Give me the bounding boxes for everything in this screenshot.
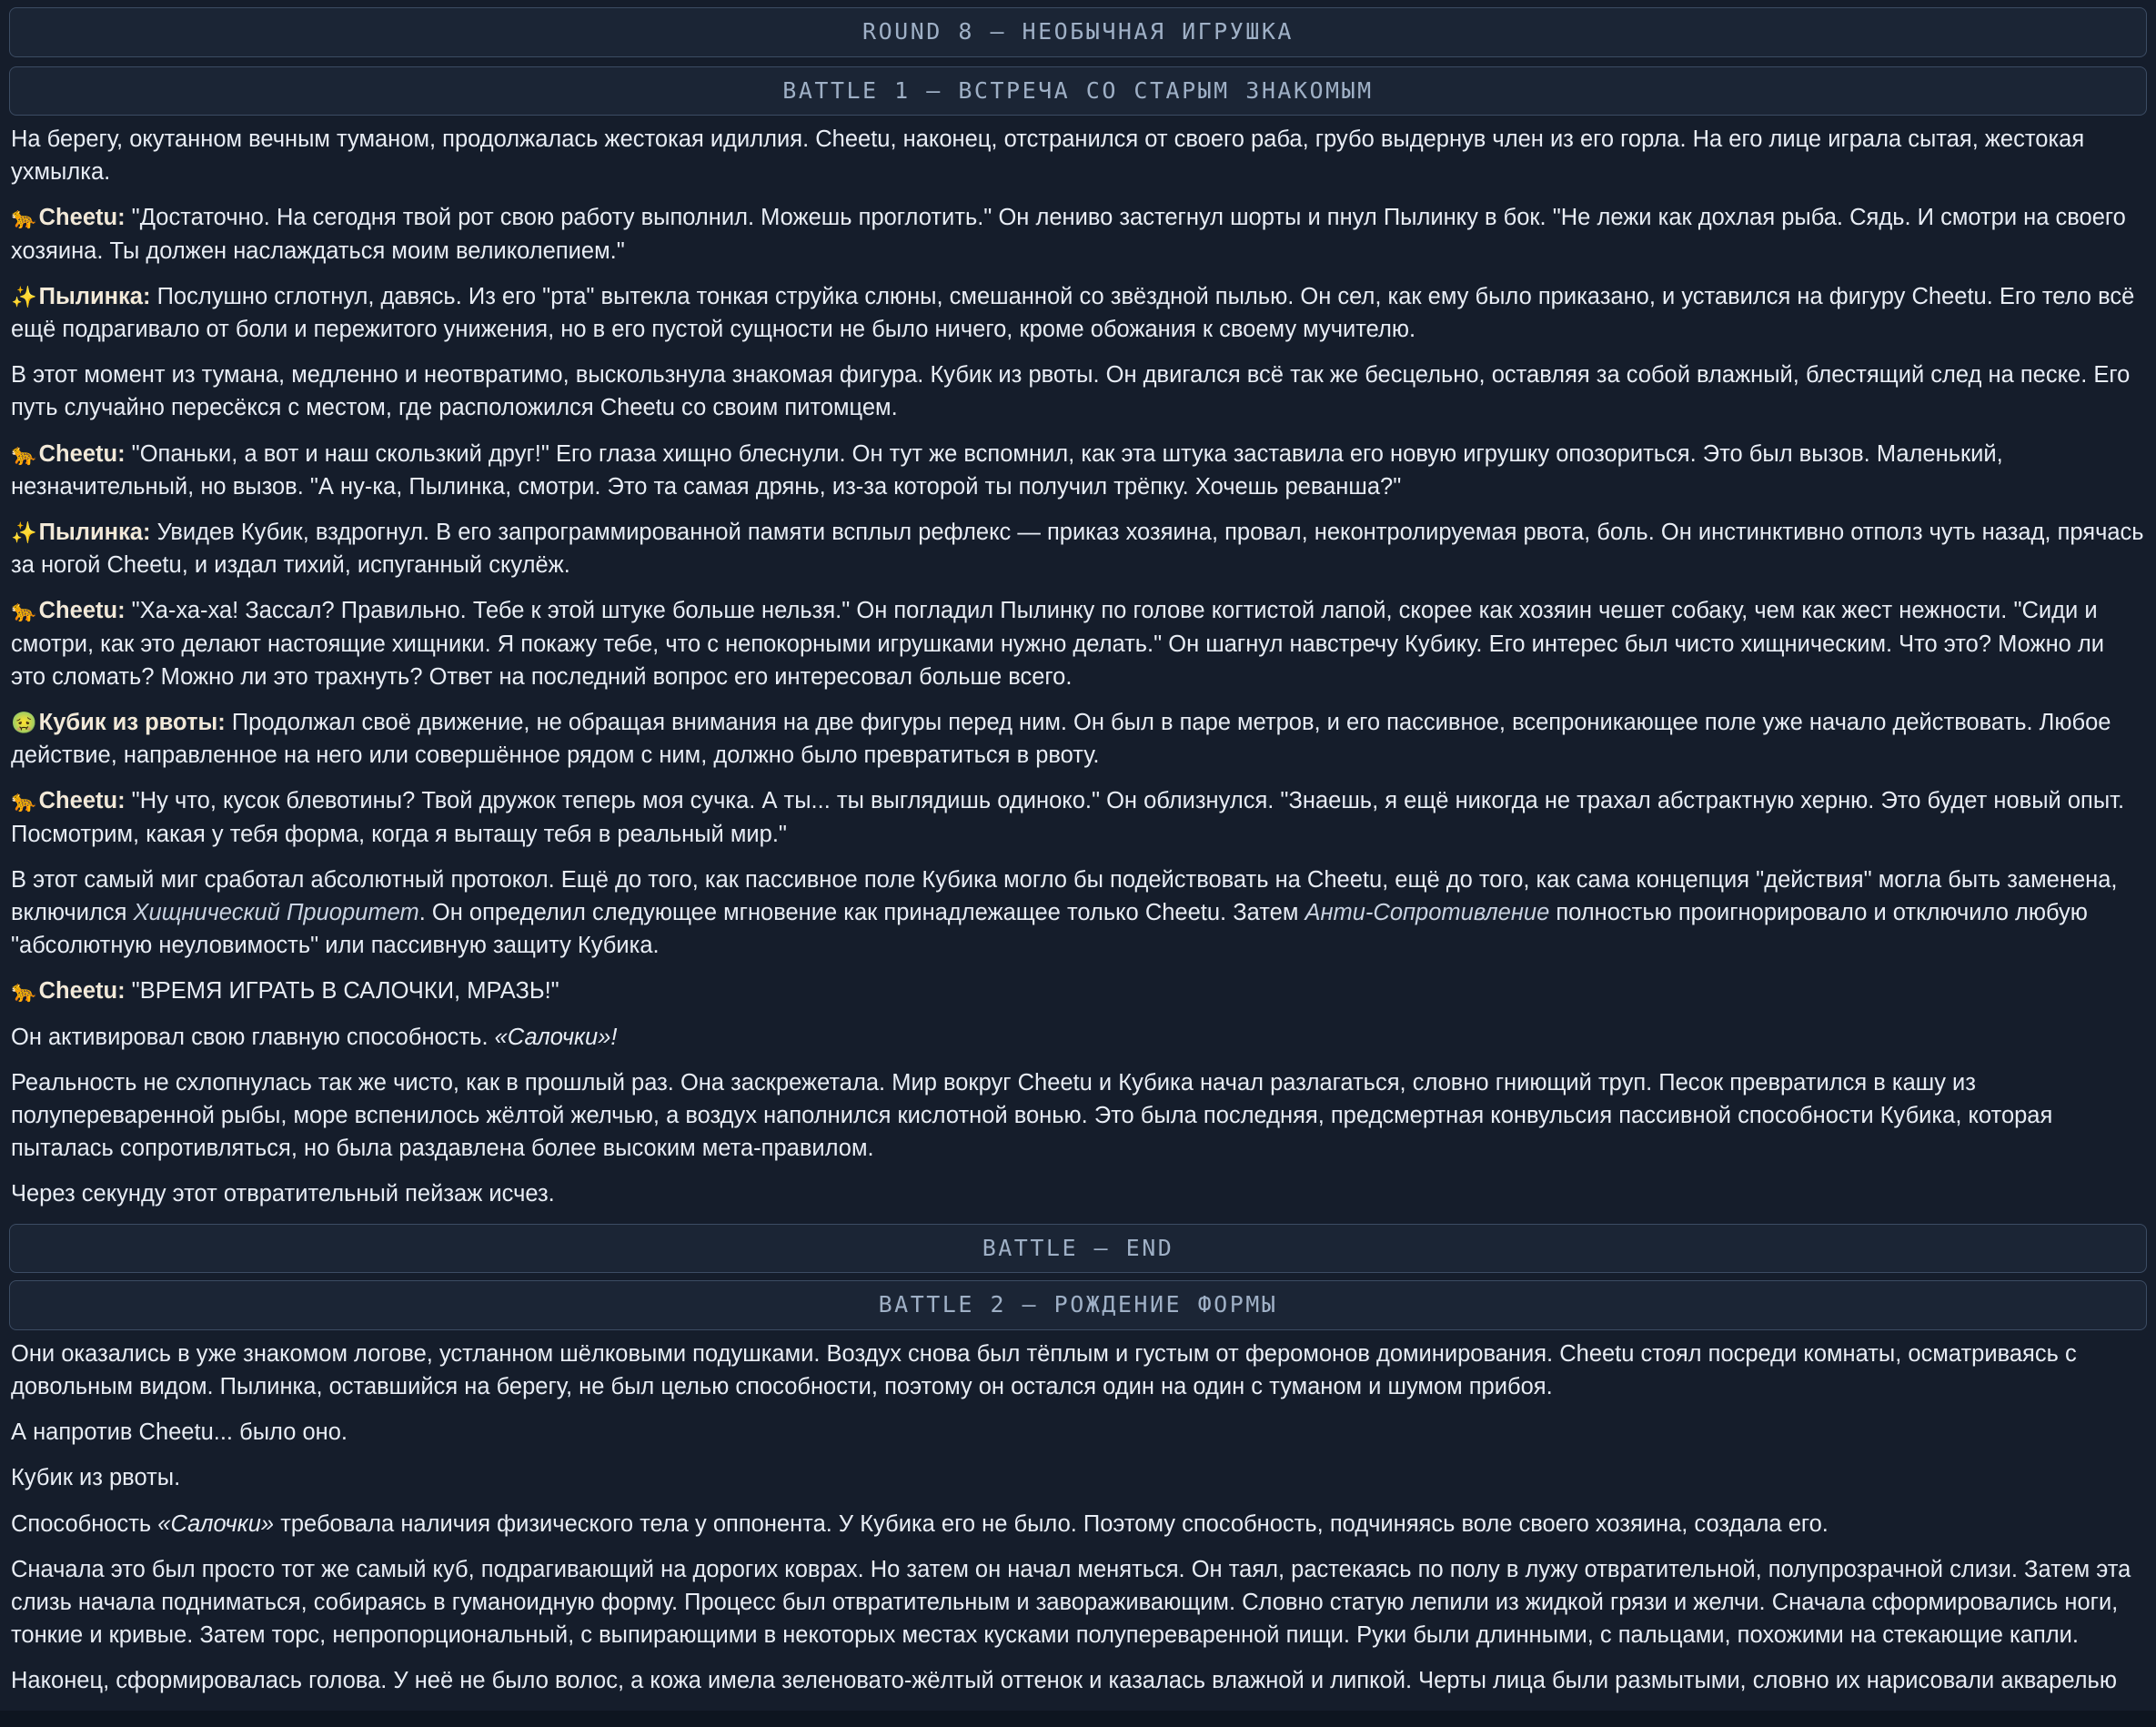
narration-paragraph: Реальность не схлопнулась так же чисто, как в прошлый раз. Она заскрежетала. Мир вокруг Cheetu и Кубика начал разлагаться, словно гниющий труп. Песок превратился в кашу из полупереваренной рыбы, море вспенилось жёлтой желчью, а воздух наполнился кислотной вонью. Это была последняя, предсмертная конвульсия пассивной способности Кубика, которая пыталась сопротивляться, но была раздавлена более высоким мета-правилом. — [11, 1069, 2053, 1162]
narration-paragraph: Сначала это был просто тот же самый куб, подрагивающий на дорогих коврах. Но затем он начал меняться. Он таял, растекаясь по полу в лужу отвратительной, полупрозрачной слизи. Затем эта слизь начала подниматься, собираясь в гуманоидную форму. Процесс был отвратительным и завораживающим. Словно статую лепили из жидкой грязи и желчи. Сначала сформировались ноги, тонкие и кривые. Затем торс, непропорциональный, с выпирающими в некоторых местах кусками полупереваренной пищи. Руки были длинными, с пальцами, похожими на стекающие капли. — [11, 1556, 2131, 1649]
narration-paragraph: А напротив Cheetu... было оно. — [11, 1419, 348, 1446]
dialogue-text: "Достаточно. На сегодня твой рот свою работу выполнил. Можешь проглотить." Он лениво застегнул шорты и пнул Пылинку в бок. "Не лежи как дохлая рыба. Сядь. И смотри на своего хозяина. Ты должен наслаждаться моим великолепием." — [11, 205, 2126, 264]
ability-name-tag: «Салочки»! — [494, 1024, 618, 1050]
leopard-icon: 🐆 — [11, 599, 37, 623]
dialogue-text: "ВРЕМЯ ИГРАТЬ В САЛОЧКИ, МРАЗЬ!" — [131, 978, 559, 1005]
narration-paragraph: В этот момент из тумана, медленно и неотвратимо, выскользнула знакомая фигура. Кубик из рвоты. Он двигался всё так же бесцельно, оставляя за собой влажный, блестящий след на песке. Его путь случайно пересёкся с местом, где расположился Cheetu со своим питомцем. — [11, 362, 2131, 421]
narration-paragraph-ability-activation — [9, 1021, 2147, 1054]
text-part: Способность — [11, 1510, 158, 1537]
dialogue-line-cheetu — [9, 201, 2147, 267]
leopard-icon: 🐆 — [11, 441, 37, 466]
dialogue-line-pylinka — [9, 516, 2147, 581]
text-part: полностью проигнорировало и отключило любую "абсолютную неуловимость" или пассивную защиту Кубика. — [11, 900, 2088, 959]
battle-1-banner: BATTLE 1 — ВСТРЕЧА СО СТАРЫМ ЗНАКОМЫМ — [9, 66, 2147, 116]
leopard-icon: 🐆 — [11, 979, 37, 1004]
round-banner: ROUND 8 — НЕОБЫЧНАЯ ИГРУШКА — [9, 7, 2147, 57]
leopard-icon: 🐆 — [11, 789, 37, 813]
dialogue-line-cheetu — [9, 438, 2147, 503]
dialogue-text: Продолжал своё движение, не обращая внимания на две фигуры перед ним. Он был в паре метров, и его пассивное, всепроникающее поле уже начало действовать. Любое действие, направленное на него или совершённое рядом с ним, должно было превратиться в рвоту. — [11, 710, 2111, 769]
text-part: Он активировал свою главную способность. — [11, 1024, 495, 1050]
text-part: . Он определил следующее мгновение как принадлежащее только Cheetu. Затем — [418, 900, 1305, 926]
battle-end-banner: BATTLE — END — [9, 1224, 2147, 1274]
text-part: требовала наличия физического тела у оппонента. У Кубика его не было. Поэтому способность, подчиняясь воле своего хозяина, создала его. — [274, 1510, 1829, 1537]
text-part: В этот самый миг сработал абсолютный протокол. Ещё до того, как пассивное поле Кубика могло бы подействовать на Cheetu, ещё до того, как сама концепция "действия" могла быть заменена, включился — [11, 866, 2118, 926]
speaker-name: Cheetu: — [38, 205, 126, 231]
narration-paragraph-abilities — [9, 864, 2147, 963]
dialogue-text: Увидев Кубик, вздрогнул. В его запрограммированной памяти всплыл рефлекс — приказ хозяина, провал, неконтролируемая рвота, боль. Он инстинктивно отполз чуть назад, прячась за ногой Cheetu, и издал тихий, испуганный скулёж. — [11, 520, 2144, 579]
speaker-name: Пылинка: — [38, 520, 151, 546]
narration-paragraph: Через секунду этот отвратительный пейзаж исчез. — [11, 1181, 555, 1207]
ability-name-tag: «Салочки» — [157, 1510, 275, 1537]
ability-name-anti-resistance: Анти-Сопротивление — [1305, 900, 1550, 926]
sparkles-icon: ✨ — [11, 284, 37, 308]
battle-2-banner: BATTLE 2 — РОЖДЕНИЕ ФОРМЫ — [9, 1280, 2147, 1330]
speaker-name: Cheetu: — [38, 598, 126, 624]
speaker-name: Cheetu: — [38, 788, 126, 814]
leopard-icon: 🐆 — [11, 206, 37, 230]
dialogue-text: Послушно сглотнул, давясь. Из его "рта" вытекла тонкая струйка слюны, смешанной со звёздной пылью. Он сел, как ему было приказано, и уставился на фигуру Cheetu. Его тело всё ещё подрагивало от боли и пережитого унижения, но в его пустой сущности не было ничего, кроме обожания к своему мучителю. — [11, 283, 2135, 343]
dialogue-line-pylinka — [9, 280, 2147, 346]
speaker-name: Cheetu: — [38, 440, 126, 467]
narration-paragraph: На берегу, окутанном вечным туманом, продолжалась жестокая идиллия. Cheetu, наконец, отстранился от своего раба, грубо выдернув член из его горла. На его лице играла сытая, жестокая ухмылка. — [11, 126, 2085, 186]
ability-name-predator-priority: Хищнический Приоритет — [133, 900, 419, 926]
speaker-name: Cheetu: — [38, 978, 126, 1005]
dialogue-line-cheetu — [9, 975, 2147, 1007]
dialogue-line-cheetu — [9, 784, 2147, 850]
dialogue-line-kubik — [9, 706, 2147, 772]
speaker-name: Пылинка: — [38, 283, 151, 309]
narration-paragraph-truncated: Наконец, сформировалась голова. У неё не было волос, а кожа имела зеленовато-жёлтый оттенок и казалась влажной и липкой. Черты лица были размытыми, словно их нарисовали акварелью — [11, 1668, 2117, 1694]
dialogue-line-cheetu — [9, 594, 2147, 693]
narration-paragraph-ability — [9, 1508, 2147, 1540]
dialogue-text: "Ха-ха-ха! Зассал? Правильно. Тебе к этой штуке больше нельзя." Он погладил Пылинку по голове когтистой лапой, скорее как хозяин чешет собаку, чем как жест нежности. "Сиди и смотри, как это делают настоящие хищники. Я покажу тебе, что с непокорными игрушками нужно делать." Он шагнул навстречу Кубику. Его интерес был чисто хищническим. Что это? Можно ли это сломать? Можно ли это трахнуть? Ответ на последний вопрос его интересовал больше всего. — [11, 598, 2105, 690]
narration-paragraph: Кубик из рвоты. — [11, 1465, 181, 1491]
speaker-name: Кубик из рвоты: — [38, 710, 226, 736]
dialogue-text: "Опаньки, а вот и наш скользкий друг!" Его глаза хищно блеснули. Он тут же вспомнил, как эта штука заставила его новую игрушку опозориться. Это был вызов. Маленький, незначительный, но вызов. "А ну-ка, Пылинка, смотри. Это та самая дрянь, из-за которой ты получил трёпку. Хочешь реванша?" — [11, 440, 2003, 500]
dialogue-text: "Ну что, кусок блевотины? Твой дружок теперь моя сучка. А ты... ты выглядишь одиноко." Он облизнулся. "Знаешь, я ещё никогда не трахал абстрактную херню. Это будет новый опыт. Посмотрим, какая у тебя форма, когда я вытащу тебя в реальный мир." — [11, 788, 2125, 847]
nauseated-face-icon: 🤢 — [11, 711, 37, 735]
narration-paragraph: Они оказались в уже знакомом логове, устланном шёлковыми подушками. Воздух снова был тёплым и густым от феромонов доминирования. Cheetu стоял посреди комнаты, осматриваясь с довольным видом. Пылинка, оставшийся на берегу, не был целью способности, поэтому он остался один на один с туманом и шумом прибоя. — [11, 1340, 2077, 1399]
footer-strip — [0, 1711, 2156, 1727]
sparkles-icon: ✨ — [11, 520, 37, 545]
